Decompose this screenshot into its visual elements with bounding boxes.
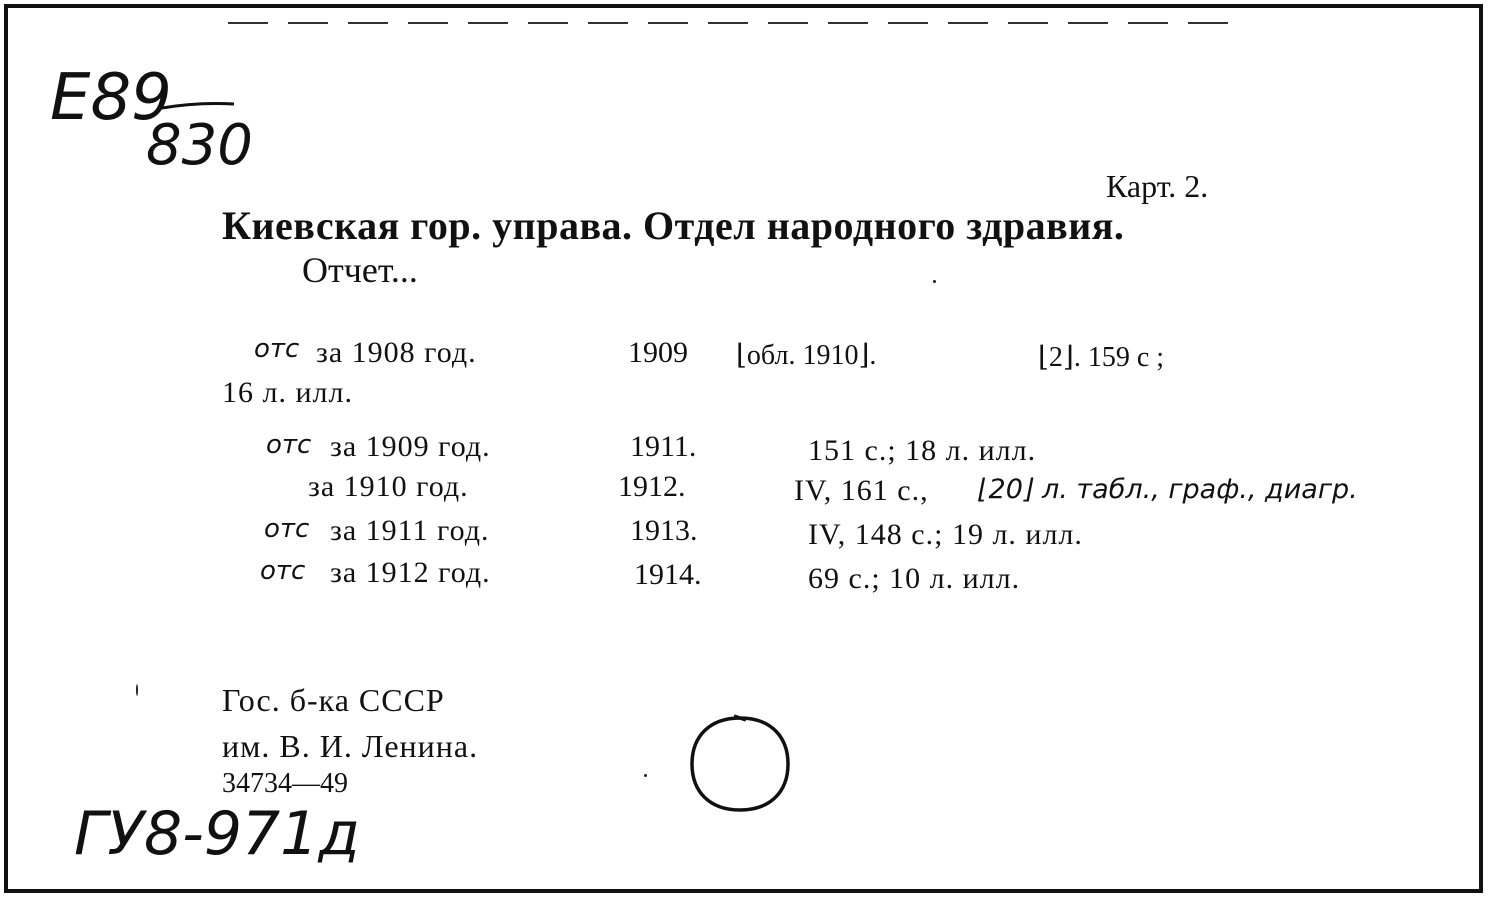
entry-5-pages: 69 с.; 10 л. илл. <box>808 562 1021 595</box>
entry-1-pages: ⌊2⌋. 159 с ; <box>1038 342 1165 373</box>
speck <box>136 684 138 696</box>
top-dashed-line <box>228 22 1228 24</box>
entry-3-year: 1912. <box>618 470 686 503</box>
library-line-2: им. В. И. Ленина. <box>222 728 479 764</box>
library-line-3: 34734—49 <box>222 768 348 799</box>
entry-2-mark: отс <box>266 430 312 460</box>
entry-2-pages: 151 с.; 18 л. илл. <box>808 434 1037 467</box>
entry-1-year: 1909 <box>628 336 688 369</box>
catalog-card <box>4 4 1483 893</box>
entry-4-pages: IV, 148 с.; 19 л. илл. <box>808 518 1083 551</box>
call-number-bottom: 830 <box>146 113 253 178</box>
entry-1-continuation: 16 л. илл. <box>222 376 353 409</box>
entry-2-period: за 1909 год. <box>330 430 491 463</box>
entry-1-period: за 1908 год. <box>316 336 477 369</box>
entry-3-handwritten-note: ⌊20⌋ л. табл., граф., диагр. <box>978 474 1358 505</box>
entry-3-pages: IV, 161 с., <box>794 474 929 507</box>
entry-5-period: за 1912 год. <box>330 556 491 589</box>
heading-line-2: Отчет... <box>302 250 418 290</box>
heading-line-1: Киевская гор. управа. Отдел народного здравия. <box>222 203 1125 248</box>
library-line-1: Гос. б-ка СССР <box>222 682 445 718</box>
bottom-code: ГУ8-971д <box>74 799 360 869</box>
entry-1-extra: ⌊обл. 1910⌋. <box>736 340 877 371</box>
entry-1-mark: отс <box>254 334 300 364</box>
card-number: Карт. 2. <box>1106 168 1209 204</box>
entry-3-period: за 1910 год. <box>308 470 469 503</box>
entry-2-year: 1911. <box>630 430 697 463</box>
speck <box>644 774 647 777</box>
punch-hole <box>684 712 796 816</box>
entry-4-period: за 1911 год. <box>330 514 490 547</box>
entry-5-mark: отс <box>260 556 306 586</box>
entry-5-year: 1914. <box>634 558 702 591</box>
speck <box>933 280 936 283</box>
entry-4-year: 1913. <box>630 514 698 547</box>
entry-4-mark: отс <box>264 514 310 544</box>
call-number-top: E89 <box>50 61 172 135</box>
